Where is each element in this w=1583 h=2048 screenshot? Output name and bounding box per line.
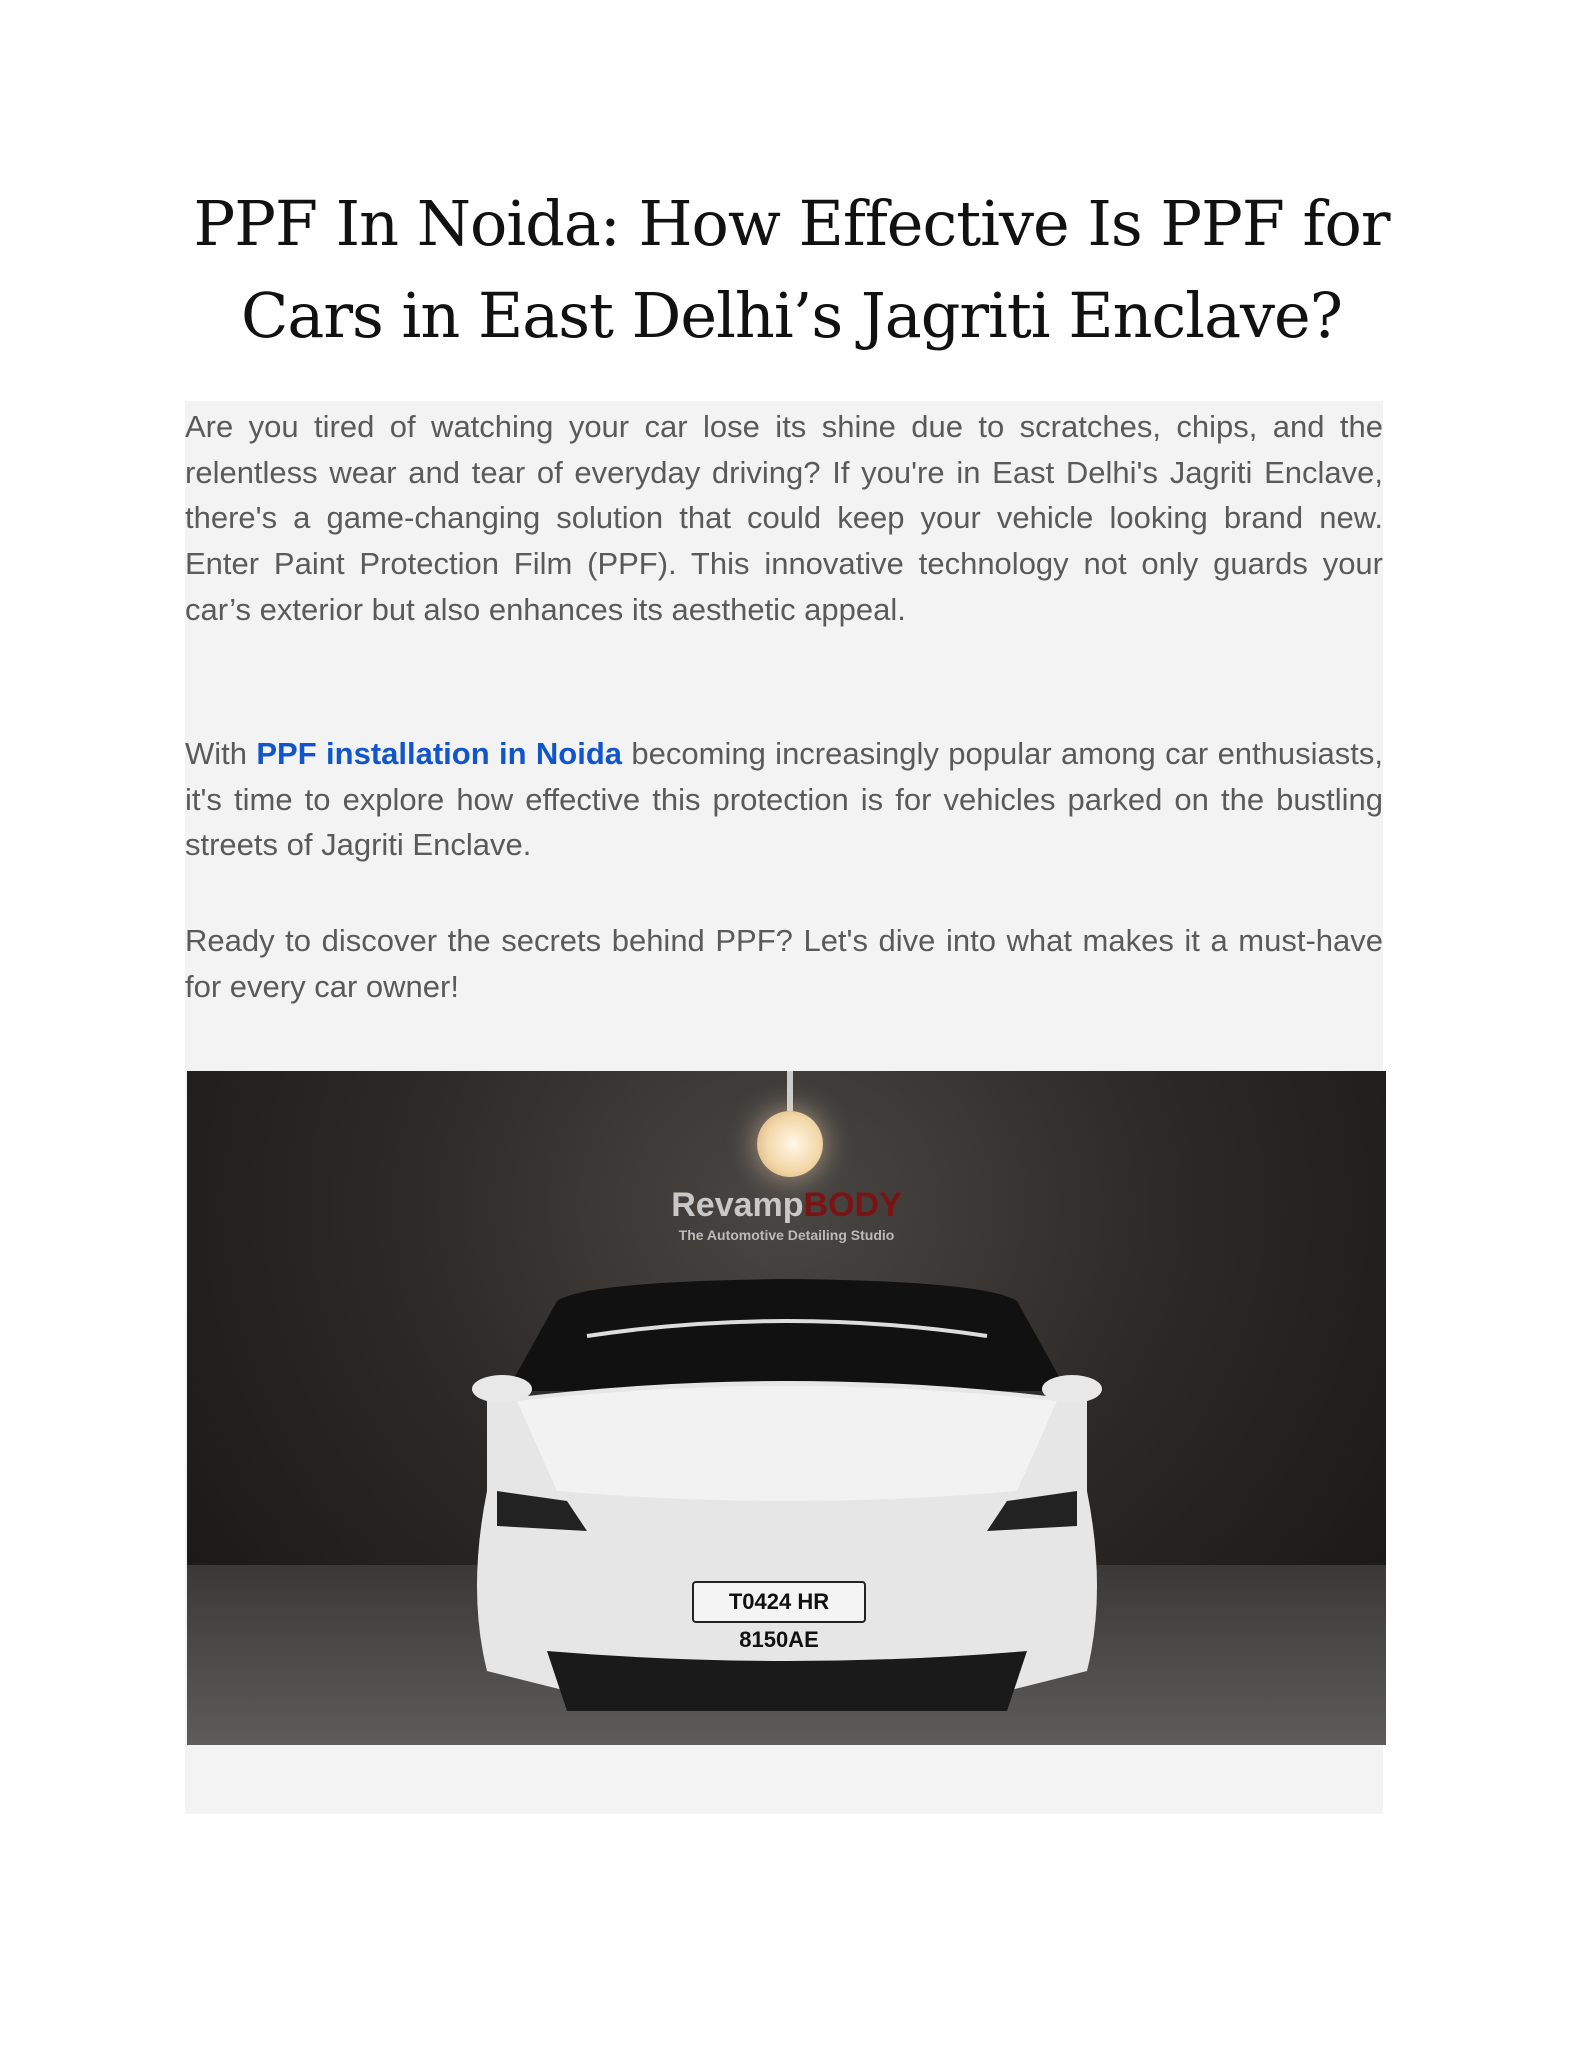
paragraph-text: With [185,736,257,771]
intro-paragraph: Are you tired of watching your car lose its shine due to scratches, chips, and the relentless wear and tear of everyday driving? If you're in East Delhi's Jagriti Enclave, there's a game-changing solution that could keep your vehicle looking brand new. Enter Paint Protection Film (PPF). This innovative technology not only guards your car’s exterior but also enhances its aesthetic appeal. [185,409,1383,627]
ppf-installation-link[interactable]: PPF installation in Noida [256,736,623,771]
call-to-action-paragraph: Ready to discover the secrets behind PPF? Let's dive into what makes it a must-have for every car owner! [185,923,1383,1004]
right-mirror [1042,1375,1102,1403]
logo-tagline: The Automotive Detailing Studio [678,1227,895,1243]
car-photo [187,1071,1386,1745]
ppf-installation-paragraph [185,731,1383,868]
logo-brand-suffix: BODY [803,1186,902,1224]
license-plate: T0424 HR 8150AE [692,1581,866,1623]
car-hood [517,1386,1057,1501]
logo-brand: Revamp [671,1186,804,1224]
left-mirror [472,1375,532,1403]
paragraph-text: becoming increasingly popular among car enthusiasts, it's time to explore how effective this protection is for vehicles parked on the bustling streets of Jagriti Enclave. [185,736,1384,863]
page-title: PPF In Noida: How Effective Is PPF for Cars in East Delhi’s Jagriti Enclave? [193,187,1390,352]
